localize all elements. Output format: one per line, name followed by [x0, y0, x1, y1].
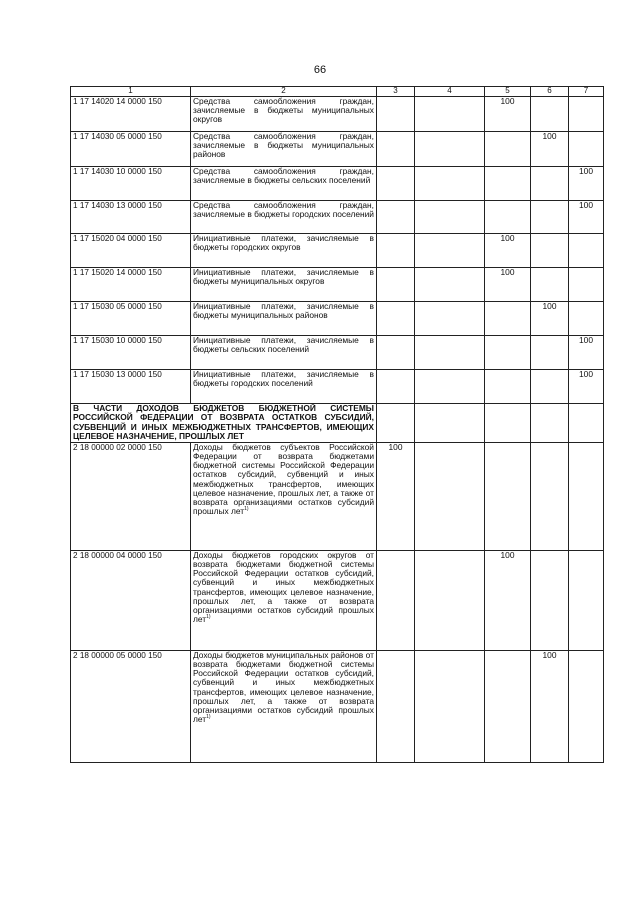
footnote-marker: 1)	[244, 506, 249, 513]
percentage-cell	[415, 201, 485, 234]
revenue-name-text: Инициативные платежи, зачисляемые в бюджеты муниципальных районов	[193, 301, 374, 321]
percentage-cell	[485, 442, 531, 550]
table-row	[71, 97, 604, 132]
table-cell	[569, 404, 604, 443]
percentage-cell	[415, 370, 485, 404]
revenue-name-text: Инициативные платежи, зачисляемые в бюджеты сельских поселений	[193, 335, 374, 355]
budget-code-cell: 2 18 00000 05 0000 150	[71, 650, 191, 762]
revenue-name-text: Доходы бюджетов городских округов от возврата бюджетами бюджетной системы Российской Федерации остатков субсидий, субвенций и иных межбюджетных трансфертов, имеющих целевое назначение, прошлых лет, а также от возврата организациями остатков субсидий прошлых лет	[193, 549, 374, 625]
page-number: 66	[313, 64, 327, 76]
column-header: 3	[377, 87, 415, 97]
percentage-cell	[485, 132, 531, 167]
percentage-cell	[377, 132, 415, 167]
column-header: 4	[415, 87, 485, 97]
footnote-marker: 1)	[206, 714, 211, 721]
percentage-cell	[377, 302, 415, 336]
percentage-cell	[415, 268, 485, 302]
percentage-cell	[531, 234, 569, 268]
column-number-header-row	[71, 87, 604, 97]
percentage-cell	[569, 302, 604, 336]
percentage-cell	[377, 167, 415, 201]
budget-code-cell: 1 17 15020 04 0000 150	[71, 234, 191, 268]
percentage-cell	[531, 268, 569, 302]
percentage-cell	[531, 336, 569, 370]
percentage-cell	[377, 268, 415, 302]
revenue-name-text: Средства самообложения граждан, зачисляемые в бюджеты сельских поселений	[193, 166, 374, 186]
table-row	[71, 550, 604, 650]
percentage-cell	[569, 550, 604, 650]
table-row	[71, 370, 604, 404]
table-cell	[415, 404, 485, 443]
percentage-cell	[377, 336, 415, 370]
percentage-cell: 100	[531, 302, 569, 336]
table-cell	[485, 404, 531, 443]
percentage-cell	[377, 97, 415, 132]
percentage-cell	[531, 550, 569, 650]
revenue-name-text: Инициативные платежи, зачисляемые в бюджеты муниципальных округов	[193, 267, 374, 287]
revenue-name-cell	[191, 336, 377, 370]
percentage-cell	[377, 550, 415, 650]
percentage-cell	[485, 201, 531, 234]
revenue-name-cell	[191, 132, 377, 167]
percentage-cell	[531, 167, 569, 201]
revenue-name-cell	[191, 268, 377, 302]
percentage-cell	[377, 650, 415, 762]
percentage-cell	[569, 234, 604, 268]
percentage-cell	[569, 132, 604, 167]
revenue-name-text: Средства самообложения граждан, зачисляемые в бюджеты городских поселений	[193, 200, 374, 220]
budget-code-cell: 1 17 14020 14 0000 150	[71, 97, 191, 132]
revenue-name-cell	[191, 550, 377, 650]
section-heading: В ЧАСТИ ДОХОДОВ БЮДЖЕТОВ БЮДЖЕТНОЙ СИСТЕМЫ РОССИЙСКОЙ ФЕДЕРАЦИИ ОТ ВОЗВРАТА ОСТАТКОВ СУБСИДИЙ, СУБВЕНЦИЙ И ИНЫХ МЕЖБЮДЖЕТНЫХ ТРАНСФЕРТОВ, ИМЕЮЩИХ ЦЕЛЕВОЕ НАЗНАЧЕНИЕ, ПРОШЛЫХ ЛЕТ	[71, 404, 377, 443]
revenue-name-text: Доходы бюджетов муниципальных районов от возврата бюджетами бюджетной системы Российской Федерации остатков субсидий, субвенций и иных межбюджетных трансфертов, имеющих целевое назначение, прошлых лет, а также от возврата организациями остатков субсидий прошлых лет	[193, 649, 374, 725]
revenue-name-text: Средства самообложения граждан, зачисляемые в бюджеты муниципальных округов	[193, 96, 374, 125]
percentage-cell	[485, 167, 531, 201]
budget-code-cell: 1 17 14030 10 0000 150	[71, 167, 191, 201]
table-cell	[531, 404, 569, 443]
budget-code-cell: 2 18 00000 04 0000 150	[71, 550, 191, 650]
percentage-cell: 100	[531, 132, 569, 167]
percentage-cell	[377, 370, 415, 404]
percentage-cell	[415, 302, 485, 336]
percentage-cell	[485, 370, 531, 404]
percentage-cell: 100	[569, 336, 604, 370]
percentage-cell	[415, 550, 485, 650]
percentage-cell	[531, 442, 569, 550]
percentage-cell	[569, 650, 604, 762]
column-header: 5	[485, 87, 531, 97]
percentage-cell	[377, 201, 415, 234]
percentage-cell: 100	[569, 370, 604, 404]
column-header: 7	[569, 87, 604, 97]
revenue-name-text: Инициативные платежи, зачисляемые в бюджеты городских округов	[193, 233, 374, 253]
percentage-cell: 100	[569, 201, 604, 234]
column-header: 2	[191, 87, 377, 97]
budget-code-cell: 1 17 14030 05 0000 150	[71, 132, 191, 167]
table-row	[71, 167, 604, 201]
section-heading-row	[71, 404, 604, 443]
percentage-cell	[415, 650, 485, 762]
budget-code-cell: 1 17 14030 13 0000 150	[71, 201, 191, 234]
column-header: 1	[71, 87, 191, 97]
revenue-name-text: Доходы бюджетов субъектов Российской Федерации от возврата бюджетами бюджетной системы Российской Федерации остатков субсидий, субвенций и иных межбюджетных трансфертов, имеющих целевое назначение, прошлых лет, а также от возврата организациями остатков субсидий прошлых лет	[193, 441, 374, 517]
table-row	[71, 201, 604, 234]
footnote-marker: 1)	[206, 614, 211, 621]
percentage-cell	[485, 336, 531, 370]
revenue-name-cell	[191, 167, 377, 201]
percentage-cell	[569, 442, 604, 550]
table-row	[71, 442, 604, 550]
revenue-name-cell	[191, 442, 377, 550]
budget-code-cell: 2 18 00000 02 0000 150	[71, 442, 191, 550]
table-row	[71, 132, 604, 167]
percentage-cell	[415, 132, 485, 167]
revenue-name-cell	[191, 97, 377, 132]
table-row	[71, 268, 604, 302]
percentage-cell	[569, 268, 604, 302]
budget-code-cell: 1 17 15030 13 0000 150	[71, 370, 191, 404]
revenue-name-cell	[191, 302, 377, 336]
revenue-name-text: Инициативные платежи, зачисляемые в бюджеты городских поселений	[193, 369, 374, 389]
budget-code-cell: 1 17 15030 10 0000 150	[71, 336, 191, 370]
percentage-cell	[415, 234, 485, 268]
percentage-cell	[531, 97, 569, 132]
percentage-cell	[377, 234, 415, 268]
percentage-cell: 100	[531, 650, 569, 762]
table-row	[71, 336, 604, 370]
revenue-name-cell	[191, 370, 377, 404]
budget-code-cell: 1 17 15020 14 0000 150	[71, 268, 191, 302]
revenue-name-text: Средства самообложения граждан, зачисляемые в бюджеты муниципальных районов	[193, 131, 374, 160]
percentage-cell	[531, 201, 569, 234]
percentage-cell	[415, 167, 485, 201]
percentage-cell: 100	[377, 442, 415, 550]
table-cell	[377, 404, 415, 443]
percentage-cell: 100	[485, 268, 531, 302]
table-row	[71, 234, 604, 268]
percentage-cell: 100	[485, 97, 531, 132]
revenue-table	[70, 86, 604, 763]
percentage-cell: 100	[485, 550, 531, 650]
revenue-name-cell	[191, 201, 377, 234]
budget-code-cell: 1 17 15030 05 0000 150	[71, 302, 191, 336]
percentage-cell	[531, 370, 569, 404]
table-row	[71, 650, 604, 762]
revenue-name-cell	[191, 650, 377, 762]
percentage-cell: 100	[569, 167, 604, 201]
percentage-cell	[569, 97, 604, 132]
percentage-cell	[485, 302, 531, 336]
percentage-cell	[415, 97, 485, 132]
column-header: 6	[531, 87, 569, 97]
percentage-cell	[485, 650, 531, 762]
percentage-cell	[415, 336, 485, 370]
percentage-cell	[415, 442, 485, 550]
percentage-cell: 100	[485, 234, 531, 268]
table-row	[71, 302, 604, 336]
revenue-name-cell	[191, 234, 377, 268]
